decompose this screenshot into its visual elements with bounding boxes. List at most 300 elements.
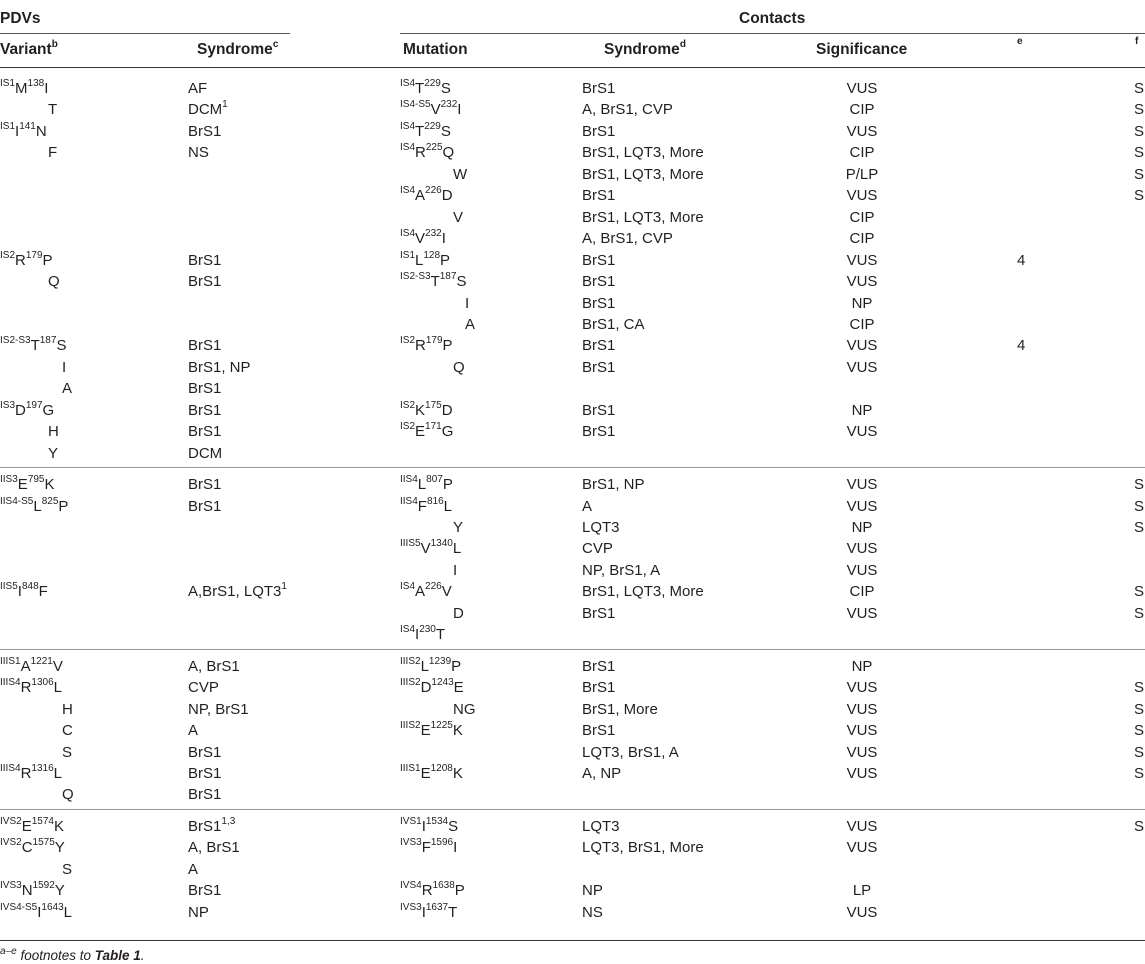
table-row	[0, 496, 1145, 518]
mutation-cell	[400, 763, 463, 785]
footnote-table-ref: Table 1	[94, 948, 141, 963]
table-row	[0, 78, 1145, 100]
pdv-syndrome-cell	[188, 357, 251, 379]
variant-cell	[0, 763, 62, 785]
variant-cell	[0, 880, 65, 902]
v-substitution: C	[62, 722, 73, 740]
table-row	[0, 314, 1145, 336]
m-substitution: L	[452, 540, 462, 558]
contact-syndrome-cell: LQT3, BrS1, A	[582, 743, 679, 761]
table-row	[0, 293, 1145, 315]
m-residue: K	[415, 401, 426, 419]
contact-syndrome-cell: BrS1	[582, 187, 616, 205]
variant-cell	[62, 742, 72, 764]
m-position: 187	[439, 271, 457, 283]
mutation-cell	[400, 816, 458, 838]
pdv-syndrome-cell	[188, 816, 235, 838]
significance-cell: CIP	[849, 583, 875, 601]
significance-cell: CIP	[849, 144, 875, 162]
contact-syndrome-cell: LQT3	[582, 519, 620, 536]
significance-cell: VUS	[846, 251, 878, 269]
pdv-syndrome-cell	[188, 763, 221, 785]
m-domain: IS4	[400, 624, 416, 636]
contact-syndrome-cell: BrS1, LQT3, More	[582, 583, 704, 601]
significance-cell: VUS	[846, 358, 878, 376]
column-f-cell: S	[1134, 700, 1145, 718]
variant-cell	[0, 474, 55, 496]
pdv-syndrome-text: NS	[188, 144, 209, 162]
contact-syndrome-cell: BrS1	[582, 358, 616, 376]
contact-syndrome-cell: LQT3, BrS1, More	[582, 839, 704, 857]
pdv-syndrome-cell	[188, 699, 249, 721]
table-row	[0, 335, 1145, 357]
contact-syndrome-cell: CVP	[582, 540, 613, 558]
mutation-cell	[400, 335, 453, 357]
mutation-cell	[453, 164, 467, 186]
m-residue: V	[420, 540, 431, 558]
v-residue: T	[30, 337, 40, 355]
column-e-cell: 4	[1017, 337, 1026, 355]
significance-cell: VUS	[846, 700, 878, 718]
mutation-cell	[400, 185, 453, 207]
v-domain: IIS4-S5	[0, 495, 34, 507]
m-domain: IS4	[400, 120, 416, 132]
column-f-cell: S	[1134, 743, 1145, 761]
m-domain: IVS1	[400, 815, 422, 827]
contact-syndrome-cell: BrS1, CA	[582, 315, 645, 333]
m-position: 1340	[430, 538, 453, 550]
significance-cell: VUS	[846, 604, 878, 622]
table-row	[0, 207, 1145, 229]
m-domain: IS2	[400, 399, 416, 411]
m-residue: T	[415, 80, 425, 97]
table-row	[0, 699, 1145, 721]
m-position: 1596	[430, 837, 454, 849]
contacts-heading: Contacts	[739, 10, 806, 27]
significance-cell: VUS	[846, 679, 878, 697]
pdv-syndrome-text: NP	[188, 903, 209, 921]
v-residue: M	[15, 80, 28, 97]
m-substitution: D	[441, 401, 453, 419]
mutation-cell	[400, 880, 465, 902]
v-position: 825	[41, 495, 59, 507]
pdv-syndrome-cell	[188, 335, 221, 357]
mutation-cell	[400, 656, 461, 678]
table-row	[0, 228, 1145, 250]
mutation-cell	[400, 142, 454, 164]
m-substitution: G	[441, 423, 454, 441]
m-substitution: S	[456, 273, 467, 291]
pdv-syndrome-cell	[188, 880, 221, 902]
table-row	[0, 902, 1145, 924]
v-position: 197	[25, 399, 43, 411]
mutation-cell	[400, 538, 461, 560]
contact-syndrome-cell: BrS1	[582, 337, 616, 355]
m-substitution: T	[435, 626, 446, 644]
table-row	[0, 720, 1145, 742]
v-domain: IS2-S3	[0, 335, 31, 347]
pdv-syndrome-text: BrS1	[188, 401, 222, 419]
m-residue: A	[415, 187, 426, 205]
significance-cell: VUS	[846, 122, 878, 140]
section-divider	[0, 467, 1145, 468]
v-residue: E	[21, 817, 32, 835]
column-f-cell: S	[1134, 764, 1145, 782]
table-row	[0, 816, 1145, 838]
variant-cell	[48, 421, 59, 443]
contact-syndrome-cell: NP	[582, 882, 603, 900]
m-substitution: P	[442, 337, 453, 355]
variant-cell	[62, 699, 73, 721]
v-substitution: T	[48, 101, 58, 119]
v-substitution: N	[35, 122, 47, 140]
v-domain: IIS3	[0, 474, 18, 486]
table-row	[0, 250, 1145, 272]
v-substitution: Q	[62, 786, 74, 804]
v-domain: IVS3	[0, 880, 22, 892]
variant-cell	[0, 496, 68, 518]
table-row	[0, 837, 1145, 859]
pdv-syndrome-cell	[188, 250, 221, 272]
pdv-syndrome-text: BrS1	[188, 122, 222, 140]
variant-header-footnote: b	[51, 38, 58, 50]
m-domain: IS4	[400, 185, 416, 197]
pdv-syndrome-cell	[188, 677, 219, 699]
table-row	[0, 99, 1145, 121]
pdv-syndrome-text: BrS1	[188, 476, 222, 494]
pdv-syndrome-cell	[188, 474, 221, 496]
m-domain: IIS4	[400, 495, 418, 507]
m-position: 807	[426, 474, 443, 486]
m-residue: L	[415, 251, 424, 269]
m-position: 1239	[428, 655, 452, 667]
mutation-cell	[465, 293, 469, 315]
column-f-cell: S	[1134, 144, 1145, 162]
contact-syndrome-cell: LQT3	[582, 817, 620, 835]
m-substitution: I	[465, 294, 470, 312]
m-substitution: S	[440, 80, 451, 97]
contact-syndrome-cell: BrS1	[582, 657, 616, 675]
v-substitution: L	[63, 903, 73, 921]
contacts-underline	[400, 33, 1145, 34]
v-substitution: P	[58, 497, 69, 515]
m-residue: A	[415, 583, 426, 601]
mutation-cell	[400, 837, 457, 859]
contact-syndrome-cell: A, BrS1, CVP	[582, 101, 673, 119]
m-substitution: W	[453, 165, 468, 183]
variant-cell	[48, 271, 60, 293]
m-residue: T	[430, 273, 440, 291]
v-substitution: F	[38, 583, 48, 601]
v-position: 1574	[31, 815, 54, 827]
m-substitution: Q	[453, 358, 465, 376]
v-residue: L	[33, 497, 42, 515]
significance-cell: VUS	[846, 80, 878, 97]
footnote-text: footnotes to	[16, 948, 95, 963]
m-residue: R	[415, 144, 426, 162]
mutation-cell	[400, 677, 464, 699]
column-f-header: f	[1135, 36, 1139, 47]
m-residue: E	[420, 722, 431, 740]
table-row	[0, 581, 1145, 603]
m-domain: IVS3	[400, 901, 422, 913]
v-position: 138	[27, 78, 45, 89]
contact-syndrome-cell: BrS1	[582, 423, 616, 441]
m-substitution: I	[441, 230, 446, 248]
significance-cell: VUS	[846, 743, 878, 761]
column-f-cell: S	[1134, 80, 1145, 97]
variant-cell	[62, 720, 73, 742]
pdv-syndrome-text: BrS1	[188, 423, 222, 441]
m-position: 128	[423, 249, 441, 261]
m-substitution: T	[448, 903, 458, 921]
v-residue: R	[15, 251, 26, 269]
contact-syndrome-cell: BrS1	[582, 722, 616, 740]
m-position: 1225	[430, 720, 453, 732]
pdv-syndrome-cell	[188, 784, 221, 806]
m-position: 226	[425, 185, 442, 197]
significance-cell: VUS	[846, 764, 878, 782]
table-row	[0, 421, 1145, 443]
significance-cell: VUS	[846, 903, 878, 921]
pdv-syndrome-text: A, BrS1	[188, 839, 240, 857]
m-domain: IS4-S5	[400, 99, 431, 111]
pdv-syndrome-text: DCM	[188, 101, 223, 119]
section-divider	[0, 649, 1145, 650]
pdv-syndrome-cell	[188, 656, 240, 678]
v-residue: C	[21, 839, 33, 857]
significance-cell: VUS	[846, 839, 878, 857]
contact-syndrome-cell: BrS1	[582, 294, 616, 312]
m-position: 232	[440, 99, 458, 111]
column-f-cell: S	[1134, 722, 1145, 740]
m-residue: E	[420, 764, 431, 782]
contact-syndrome-cell: BrS1, LQT3, More	[582, 208, 704, 226]
header-rule	[0, 67, 1145, 68]
m-position: 1208	[430, 762, 453, 774]
m-substitution: P	[440, 251, 451, 269]
syndrome-header-contacts-footnote: d	[679, 38, 686, 50]
v-position: 187	[39, 335, 57, 347]
column-f-cell: S	[1134, 583, 1145, 601]
pdv-syndrome-text: BrS1	[188, 380, 222, 398]
v-substitution: S	[62, 743, 73, 761]
v-domain: IVS2	[0, 815, 22, 827]
significance-cell: NP	[851, 519, 873, 536]
v-residue: I	[37, 903, 42, 921]
variant-cell	[0, 581, 48, 603]
m-substitution: P	[451, 657, 462, 675]
v-position: 795	[27, 474, 45, 486]
variant-cell	[0, 656, 63, 678]
m-domain: IVS4	[400, 880, 422, 892]
v-substitution: K	[53, 817, 64, 835]
v-domain: IIS5	[0, 581, 18, 593]
variant-cell	[48, 443, 58, 465]
v-substitution: S	[62, 860, 73, 878]
m-substitution: K	[452, 764, 463, 782]
m-position: 1638	[432, 880, 455, 892]
contact-syndrome-cell: BrS1, NP	[582, 476, 645, 494]
pdv-syndrome-text: A	[188, 860, 199, 878]
m-position: 232	[425, 228, 442, 240]
contact-syndrome-cell: A, BrS1, CVP	[582, 230, 673, 248]
v-position: 1316	[31, 762, 54, 774]
table-row	[0, 880, 1145, 902]
pdv-syndrome-footnote: 1,3	[221, 815, 236, 827]
table-row	[0, 443, 1145, 465]
contact-syndrome-cell: BrS1	[582, 679, 616, 697]
significance-cell: P/LP	[845, 165, 879, 183]
syndrome-header-contacts: Syndrome$^d$	[604, 38, 686, 58]
contact-syndrome-cell: BrS1, LQT3, More	[582, 165, 704, 183]
mutation-cell	[453, 207, 463, 229]
v-substitution: L	[53, 679, 63, 697]
m-domain: IS2	[400, 421, 416, 433]
m-domain: IS4	[400, 78, 416, 89]
v-residue: I	[15, 122, 20, 140]
m-domain: IIIS5	[400, 538, 421, 550]
m-substitution: P	[442, 476, 453, 494]
m-residue: R	[421, 882, 433, 900]
pdv-syndrome-text: NP, BrS1	[188, 700, 249, 718]
table-row	[0, 538, 1145, 560]
v-substitution: K	[44, 476, 55, 494]
m-domain: IS2-S3	[400, 271, 431, 283]
mutation-cell	[400, 250, 450, 272]
significance-cell: VUS	[846, 337, 878, 355]
m-domain: IIIS1	[400, 762, 421, 774]
table-row	[0, 400, 1145, 422]
v-residue: R	[20, 679, 32, 697]
m-domain: IIIS2	[400, 655, 421, 667]
significance-cell: NP	[851, 401, 873, 419]
m-substitution: V	[441, 583, 452, 601]
m-position: 816	[426, 495, 444, 507]
contact-syndrome-cell: NS	[582, 903, 603, 921]
significance-cell: VUS	[846, 476, 878, 494]
m-substitution: D	[453, 604, 464, 622]
m-position: 229	[424, 120, 441, 132]
variant-cell	[48, 99, 57, 121]
v-domain: IIIS1	[0, 655, 21, 667]
pdv-syndrome-footnote: 1	[281, 581, 287, 593]
significance-cell: VUS	[846, 423, 878, 441]
m-residue: I	[421, 903, 426, 921]
table-row	[0, 517, 1145, 539]
m-position: 1243	[431, 677, 454, 689]
v-substitution: H	[62, 700, 73, 718]
table-row	[0, 763, 1145, 785]
mutation-cell	[400, 121, 451, 143]
table-row	[0, 357, 1145, 379]
variant-cell	[62, 859, 72, 881]
m-residue: F	[421, 839, 431, 857]
footnote	[0, 945, 145, 963]
significance-cell: CIP	[849, 208, 875, 226]
v-substitution: Y	[54, 839, 65, 857]
mutation-cell	[453, 517, 463, 539]
contact-syndrome-cell: BrS1, More	[582, 700, 658, 718]
v-residue: D	[15, 401, 26, 419]
variant-cell	[0, 837, 65, 859]
m-residue: F	[417, 497, 427, 515]
m-substitution: I	[453, 561, 458, 579]
significance-header: Significance	[816, 41, 908, 58]
contact-syndrome-cell: BrS1	[582, 251, 616, 269]
pdv-syndrome-cell	[188, 142, 209, 164]
pdv-syndrome-cell	[188, 421, 221, 443]
m-position: 225	[425, 142, 443, 154]
pdvs-underline	[0, 33, 290, 34]
significance-cell: LP	[852, 882, 872, 900]
pdv-syndrome-cell	[188, 902, 209, 924]
pdv-syndrome-text: CVP	[188, 679, 219, 697]
variant-cell	[62, 378, 72, 400]
v-domain: IS3	[0, 399, 16, 411]
v-substitution: P	[42, 251, 53, 269]
significance-cell: VUS	[846, 722, 878, 740]
table-row	[0, 859, 1145, 881]
pdv-syndrome-cell	[188, 78, 207, 100]
significance-cell: CIP	[849, 230, 875, 248]
column-f-cell: S	[1134, 817, 1145, 835]
mutation-cell	[453, 560, 457, 582]
m-domain: IS4	[400, 142, 416, 154]
v-substitution: F	[48, 144, 58, 162]
significance-cell: VUS	[846, 187, 878, 205]
significance-cell: NP	[851, 657, 873, 675]
v-substitution: Y	[48, 444, 59, 462]
m-domain: IS2	[400, 335, 416, 347]
variant-cell	[0, 78, 48, 100]
significance-cell: CIP	[849, 101, 875, 119]
table-row	[0, 624, 1145, 646]
pdv-syndrome-cell	[188, 581, 287, 603]
v-position: 141	[19, 120, 36, 132]
m-position: 226	[425, 581, 442, 593]
variant-cell	[62, 357, 66, 379]
pdv-syndrome-cell	[188, 443, 222, 465]
v-substitution: V	[52, 657, 63, 675]
v-substitution: Q	[48, 273, 60, 291]
pdv-syndrome-text: BrS1	[188, 337, 222, 355]
pdv-syndrome-cell	[188, 859, 198, 881]
v-domain: IVS2	[0, 837, 22, 849]
mutation-header: Mutation	[403, 41, 468, 58]
table-row	[0, 784, 1145, 806]
v-position: 1592	[32, 880, 55, 892]
significance-cell: CIP	[849, 315, 875, 333]
pdv-syndrome-text: BrS1	[188, 882, 222, 900]
table-row	[0, 677, 1145, 699]
mutation-cell	[400, 421, 453, 443]
m-position: 1637	[425, 901, 449, 913]
variant-cell	[0, 677, 62, 699]
mutation-cell	[400, 78, 451, 100]
mutation-cell	[400, 496, 452, 518]
m-domain: IIIS2	[400, 720, 421, 732]
m-position: 179	[425, 335, 443, 347]
table-row	[0, 164, 1145, 186]
m-substitution: A	[465, 315, 476, 333]
pdv-syndrome-cell	[188, 720, 198, 742]
column-e-cell: 4	[1017, 251, 1026, 269]
m-position: 171	[425, 421, 442, 433]
variant-cell	[0, 121, 47, 143]
pdv-syndrome-cell	[188, 121, 221, 143]
m-residue: T	[415, 122, 425, 140]
